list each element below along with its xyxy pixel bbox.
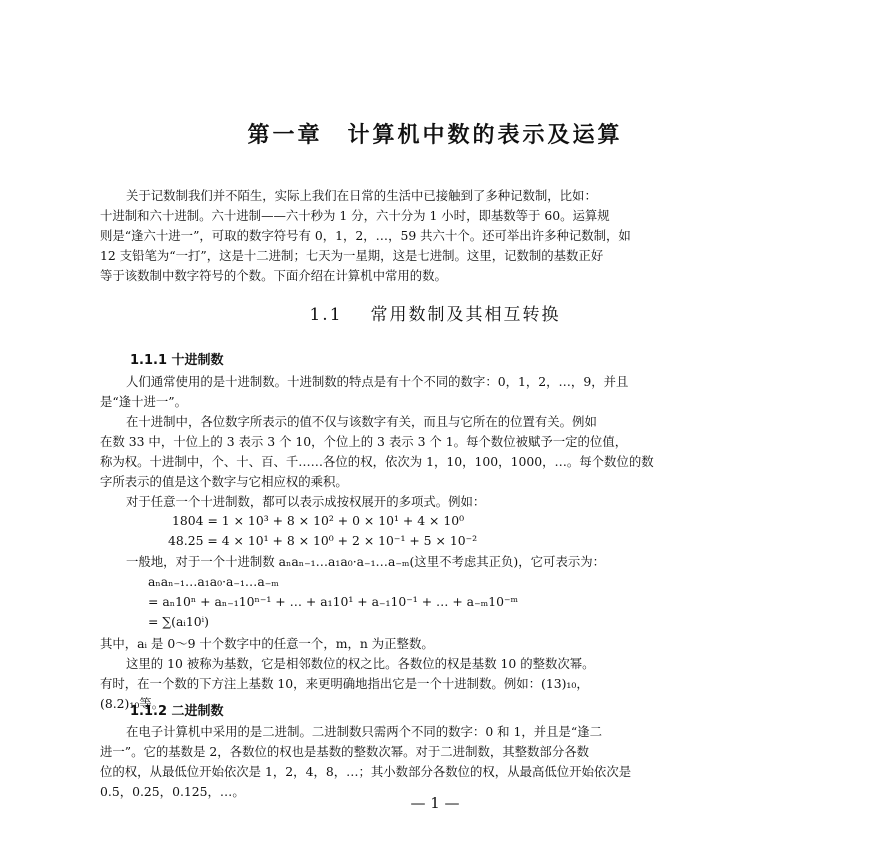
text-line: 是“逢十进一”。 — [100, 394, 188, 409]
paragraph — [100, 492, 760, 512]
text-line: 十进制和六十进制。六十进制——六十秒为 1 分，六十分为 1 小时，即基数等于 60。运算规 — [100, 208, 610, 223]
paragraph — [100, 634, 760, 654]
text-line: 在十进制中，各位数字所表示的值不仅与该数字有关，而且与它所在的位置有关。例如 — [126, 414, 597, 429]
section-heading — [0, 300, 870, 325]
text-line: 等于该数制中数字符号的个数。下面介绍在计算机中常用的数。 — [100, 268, 447, 283]
text-line: 其中，aᵢ 是 0～9 十个数字中的任意一个，m，n 为正整数。 — [100, 636, 434, 651]
paragraph — [100, 722, 760, 802]
page-number: — 1 — — [410, 794, 460, 812]
paragraph — [100, 372, 760, 412]
section-title: 常用数制及其相互转换 — [370, 305, 561, 325]
section-number: 1.1 — [309, 305, 343, 325]
paragraph — [100, 412, 760, 492]
text-line: 0.5，0.25，0.125，…。 — [100, 784, 245, 799]
chapter-title: 第一章 计算机中数的表示及运算 — [247, 123, 623, 148]
text-line: 字所表示的值是这个数字与它相应权的乘积。 — [100, 474, 348, 489]
paragraph — [100, 552, 760, 572]
text-line: 这里的 10 被称为基数，它是相邻数位的权之比。各数位的权是基数 10 的整数次幂。 — [126, 656, 595, 671]
intro-paragraph — [100, 186, 760, 286]
equation: 48.25 = 4 × 10¹ + 8 × 10⁰ + 2 × 10⁻¹ + 5 × 10⁻² — [168, 533, 478, 548]
text-line: 一般地，对于一个十进制数 aₙaₙ₋₁…a₁a₀·a₋₁…a₋ₘ(这里不考虑其正负)，它可表示为： — [126, 554, 606, 569]
text-line: 对于任意一个十进制数，都可以表示成按权展开的多项式。例如： — [126, 494, 486, 509]
text-line: 12 支铅笔为“一打”，这是十二进制；七天为一星期，这是七进制。这里，记数制的基数正好 — [100, 248, 604, 263]
equation: = ∑(aᵢ10ⁱ) — [148, 614, 209, 629]
text-line: 在数 33 中，十位上的 3 表示 3 个 10，个位上的 3 表示 3 个 1。每个数位被赋予一定的位值， — [100, 434, 628, 449]
text-line: 称为权。十进制中，个、十、百、千……各位的权，依次为 1，10，100，1000，…。每个数位的数 — [100, 454, 654, 469]
text-line: 关于记数制我们并不陌生，实际上我们在日常的生活中已接触到了多种记数制，比如： — [126, 188, 597, 203]
equation: = aₙ10ⁿ + aₙ₋₁10ⁿ⁻¹ + … + a₁10¹ + a₋₁10⁻¹ + … + a₋ₘ10⁻ᵐ — [148, 594, 519, 609]
text-line: 在电子计算机中采用的是二进制。二进制数只需两个不同的数字：0 和 1，并且是“逢二 — [126, 724, 603, 739]
text-line: 进一”。它的基数是 2，各数位的权也是基数的整数次幂。对于二进制数，其整数部分各数 — [100, 744, 589, 759]
text-line: (8.2)₁₀等。 — [100, 696, 165, 711]
text-line: 有时，在一个数的下方注上基数 10，来更明确地指出它是一个十进制数。例如：(13)₁₀， — [100, 676, 589, 691]
subsection-title-binary: 1.1.2 二进制数 — [130, 704, 224, 719]
text-line: 人们通常使用的是十进制数。十进制数的特点是有十个不同的数字：0，1，2，…，9，并且 — [126, 374, 629, 389]
text-line: 位的权，从最低位开始依次是 1，2，4，8，…；其小数部分各数位的权，从最高低位开始依次是 — [100, 764, 632, 779]
equation: aₙaₙ₋₁…a₁a₀·a₋₁…a₋ₘ — [148, 574, 279, 589]
subsection-title-decimal: 1.1.1 十进制数 — [130, 353, 224, 368]
equation: 1804 = 1 × 10³ + 8 × 10² + 0 × 10¹ + 4 × 10⁰ — [172, 513, 465, 528]
text-line: 则是“逢六十进一”，可取的数字符号有 0，1，2，…，59 共六十个。还可举出许多种记数制，如 — [100, 228, 631, 243]
